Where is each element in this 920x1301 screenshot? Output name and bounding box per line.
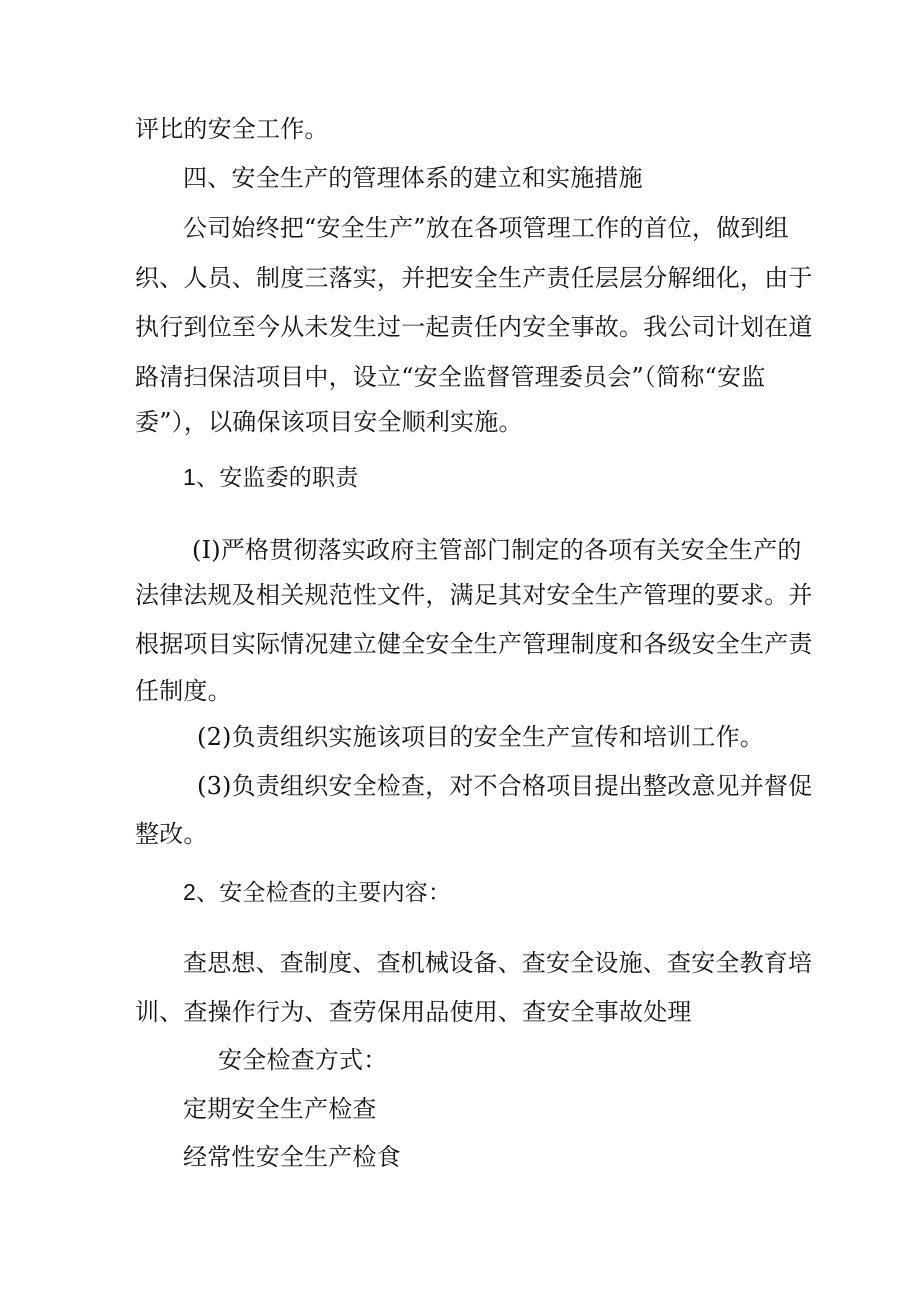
method-line-2: 经常性安全生产检食 — [183, 1143, 401, 1171]
paragraph-line-5: 执行到位至今从未发生过一起责任内安全事故。我公司计划在道 — [135, 313, 813, 341]
paragraph-line-6: 路清扫保洁项目中，设立“安全监督管理委员会”（简称“安监 — [135, 363, 766, 391]
subheading-2: 2、安全检查的主要内容： — [183, 879, 452, 905]
paragraph-line-7: 委”），以确保该项目安全顺利实施。 — [135, 408, 523, 436]
section-heading-4: 四、安全生产的管理体系的建立和实施措施 — [183, 164, 643, 192]
method-line-1: 定期安全生产检查 — [183, 1095, 377, 1123]
item-1-line-1: (I)严格贯彻落实政府主管部门制定的各项有关安全生产的 — [192, 536, 802, 564]
item-3-line-2: 整改。 — [135, 820, 208, 848]
item-1-line-3: 根据项目实际情况建立健全安全生产管理制度和各级安全生产责 — [135, 630, 813, 658]
item-1-line-2: 法律法规及相关规范性文件，满足其对安全生产管理的要求。并 — [135, 581, 813, 609]
paragraph-line-3: 公司始终把“安全生产”放在各项管理工作的首位，做到组 — [183, 214, 789, 242]
paragraph-line-4: 织、人员、制度三落实，并把安全生产责任层层分解细化，由于 — [135, 264, 813, 292]
item-3-line-1: (3)负责组织安全检查，对不合格项目提出整改意见并督促 — [197, 772, 813, 800]
content-line-2: 训、查操作行为、查劳保用品使用、查安全事故处理 — [135, 998, 692, 1026]
item-1-line-4: 任制度。 — [135, 677, 232, 705]
subheading-1: 1、安监委的职责 — [183, 464, 359, 490]
paragraph-line-1: 评比的安全工作。 — [135, 115, 329, 143]
item-2-line-1: (2)负责组织实施该项目的安全生产宣传和培训工作。 — [197, 723, 764, 751]
method-heading: 安全检查方式： — [218, 1046, 388, 1074]
content-line-1: 查思想、查制度、查机械设备、查安全设施、查安全教育培 — [183, 949, 813, 977]
